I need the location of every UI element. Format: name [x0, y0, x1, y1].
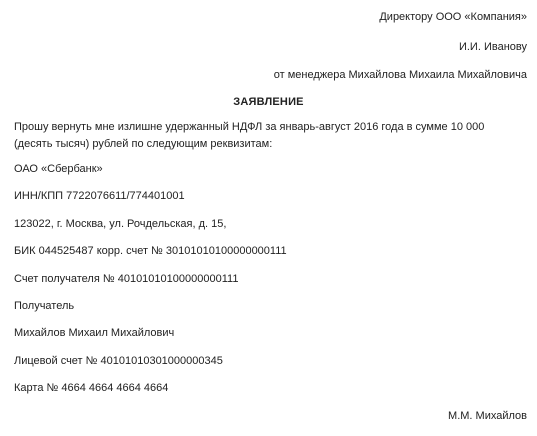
addressee-name: И.И. Иванову: [458, 41, 527, 53]
bik-correspondent-account: БИК 044525487 корр. счет № 30101010100000000111: [14, 245, 287, 257]
recipient-name: Михайлов Михаил Михайлович: [14, 327, 175, 339]
document-title: ЗАЯВЛЕНИЕ: [233, 96, 304, 108]
inn-kpp: ИНН/КПП 7722076611/774401001: [14, 190, 185, 202]
bank-name: ОАО «Сбербанк»: [14, 163, 103, 175]
request-paragraph: Прошу вернуть мне излишне удержанный НДФЛ за январь-август 2016 года в сумме 10 000 (десять тысяч) рублей по следующим реквизитам:: [14, 121, 485, 150]
recipient-label: Получатель: [14, 300, 75, 312]
personal-account: Лицевой счет № 40101010301000000345: [14, 355, 223, 367]
addressee-position: Директору ООО «Компания»: [379, 11, 527, 23]
sender-line: от менеджера Михайлова Михаила Михайловича: [273, 69, 527, 81]
signature: М.М. Михайлов: [448, 410, 527, 422]
bank-address: 123022, г. Москва, ул. Рочдельская, д. 15,: [14, 218, 227, 230]
recipient-account: Счет получателя № 40101010100000000111: [14, 273, 239, 285]
card-number: Карта № 4664 4664 4664 4664: [14, 382, 169, 394]
